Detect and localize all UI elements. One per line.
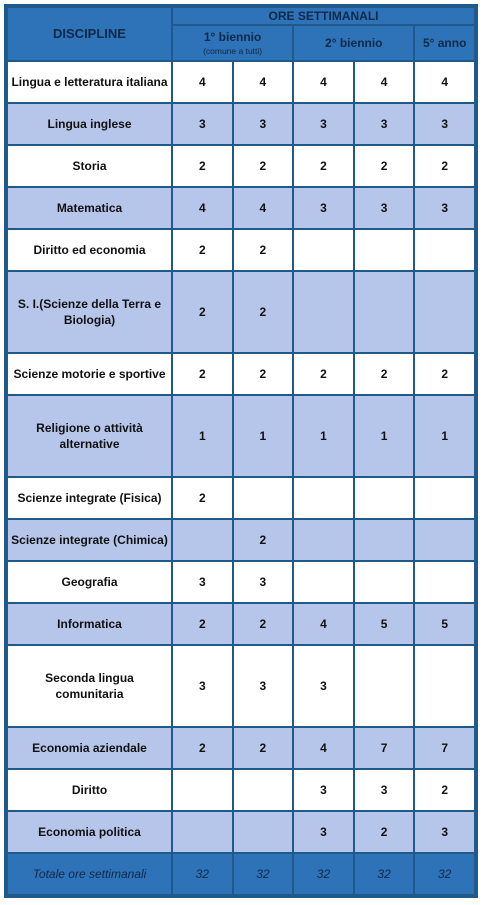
- hours-cell: 4: [294, 604, 353, 644]
- table-row: [8, 230, 474, 270]
- hours-cell: 2: [234, 272, 293, 352]
- header-anno-5: 5° anno: [415, 26, 474, 60]
- hours-cell: 3: [234, 562, 293, 602]
- discipline-name: Scienze motorie e sportive: [8, 354, 171, 394]
- discipline-name: S. I.(Scienze della Terra e Biologia): [8, 272, 171, 352]
- hours-cell: [294, 272, 353, 352]
- discipline-name: Lingua e letteratura italiana: [8, 62, 171, 102]
- hours-cell: 4: [173, 62, 232, 102]
- hours-cell: 3: [234, 646, 293, 726]
- hours-cell: 4: [415, 62, 474, 102]
- hours-cell: 2: [173, 272, 232, 352]
- hours-cell: 2: [234, 520, 293, 560]
- header-discipline: DISCIPLINE: [8, 8, 171, 60]
- hours-cell: [355, 520, 414, 560]
- hours-cell: [234, 812, 293, 852]
- hours-cell: 3: [294, 770, 353, 810]
- hours-cell: [294, 520, 353, 560]
- hours-cell: 4: [234, 188, 293, 228]
- discipline-name: Diritto: [8, 770, 171, 810]
- hours-cell: 1: [294, 396, 353, 476]
- hours-cell: 3: [173, 104, 232, 144]
- hours-cell: 3: [294, 104, 353, 144]
- hours-cell: 2: [415, 146, 474, 186]
- hours-cell: 3: [415, 188, 474, 228]
- biennio-1-note: (comune a tutti): [203, 46, 263, 56]
- table-row: [8, 520, 474, 560]
- table-row: [8, 562, 474, 602]
- total-cell: 32: [173, 854, 232, 894]
- hours-cell: 2: [355, 354, 414, 394]
- hours-cell: 2: [234, 604, 293, 644]
- hours-cell: 2: [234, 146, 293, 186]
- table-row: [8, 812, 474, 852]
- hours-cell: 2: [173, 728, 232, 768]
- hours-cell: 2: [173, 146, 232, 186]
- total-label: Totale ore settimanali: [8, 854, 171, 894]
- discipline-name: Storia: [8, 146, 171, 186]
- table-body: [8, 62, 474, 894]
- hours-cell: [415, 520, 474, 560]
- header-ore-settimanali: ORE SETTIMANALI: [173, 8, 474, 24]
- discipline-name: Informatica: [8, 604, 171, 644]
- hours-cell: 3: [415, 812, 474, 852]
- hours-cell: [415, 478, 474, 518]
- table-row: [8, 604, 474, 644]
- hours-cell: 2: [415, 770, 474, 810]
- hours-cell: 4: [294, 728, 353, 768]
- hours-cell: [173, 812, 232, 852]
- hours-cell: 2: [173, 478, 232, 518]
- discipline-name: Diritto ed economia: [8, 230, 171, 270]
- table-row: [8, 770, 474, 810]
- hours-cell: 7: [355, 728, 414, 768]
- hours-cell: [173, 770, 232, 810]
- hours-cell: [415, 272, 474, 352]
- hours-cell: 3: [355, 770, 414, 810]
- table-row: [8, 728, 474, 768]
- hours-cell: 3: [355, 104, 414, 144]
- discipline-name: Religione o attività alternative: [8, 396, 171, 476]
- hours-cell: 2: [355, 146, 414, 186]
- discipline-name: Seconda lingua comunitaria: [8, 646, 171, 726]
- hours-cell: [294, 478, 353, 518]
- table-row: [8, 62, 474, 102]
- biennio-1-label: 1° biennio: [203, 30, 262, 44]
- hours-cell: [355, 478, 414, 518]
- header-biennio-2: 2° biennio: [294, 26, 413, 60]
- total-cell: 32: [294, 854, 353, 894]
- hours-cell: 2: [415, 354, 474, 394]
- hours-cell: 2: [294, 354, 353, 394]
- hours-cell: 2: [234, 728, 293, 768]
- hours-cell: [294, 562, 353, 602]
- hours-cell: [234, 478, 293, 518]
- hours-cell: [415, 562, 474, 602]
- hours-cell: 7: [415, 728, 474, 768]
- hours-cell: [355, 230, 414, 270]
- discipline-name: Economia politica: [8, 812, 171, 852]
- hours-cell: [234, 770, 293, 810]
- hours-cell: 2: [234, 230, 293, 270]
- hours-cell: 4: [234, 62, 293, 102]
- total-cell: 32: [234, 854, 293, 894]
- total-row: [8, 854, 474, 894]
- hours-cell: 3: [355, 188, 414, 228]
- hours-cell: 4: [355, 62, 414, 102]
- discipline-name: Geografia: [8, 562, 171, 602]
- hours-cell: 4: [294, 62, 353, 102]
- hours-cell: 3: [173, 562, 232, 602]
- hours-cell: 2: [355, 812, 414, 852]
- table-row: [8, 272, 474, 352]
- hours-cell: 1: [415, 396, 474, 476]
- hours-cell: 3: [294, 188, 353, 228]
- header-biennio-1: [173, 26, 292, 60]
- total-cell: 32: [415, 854, 474, 894]
- hours-cell: [294, 230, 353, 270]
- hours-cell: 1: [355, 396, 414, 476]
- hours-cell: [415, 230, 474, 270]
- hours-cell: 2: [294, 146, 353, 186]
- discipline-name: Scienze integrate (Fisica): [8, 478, 171, 518]
- hours-cell: 3: [234, 104, 293, 144]
- discipline-name: Economia aziendale: [8, 728, 171, 768]
- hours-cell: [355, 646, 414, 726]
- table-row: [8, 396, 474, 476]
- table-row: [8, 146, 474, 186]
- discipline-name: Scienze integrate (Chimica): [8, 520, 171, 560]
- hours-cell: 3: [415, 104, 474, 144]
- hours-cell: 2: [173, 354, 232, 394]
- hours-table: [6, 6, 476, 896]
- hours-cell: 1: [173, 396, 232, 476]
- discipline-name: Matematica: [8, 188, 171, 228]
- table-row: [8, 104, 474, 144]
- hours-cell: 4: [173, 188, 232, 228]
- hours-cell: 2: [173, 604, 232, 644]
- hours-cell: 2: [173, 230, 232, 270]
- table-row: [8, 188, 474, 228]
- table-row: [8, 478, 474, 518]
- table-row: [8, 646, 474, 726]
- hours-cell: [355, 272, 414, 352]
- table-row: [8, 354, 474, 394]
- hours-cell: 3: [173, 646, 232, 726]
- total-cell: 32: [355, 854, 414, 894]
- hours-cell: 3: [294, 812, 353, 852]
- hours-cell: 5: [355, 604, 414, 644]
- hours-cell: [173, 520, 232, 560]
- schedule-frame: [4, 4, 478, 898]
- hours-cell: 2: [234, 354, 293, 394]
- discipline-name: Lingua inglese: [8, 104, 171, 144]
- hours-cell: [355, 562, 414, 602]
- hours-cell: 5: [415, 604, 474, 644]
- hours-cell: [415, 646, 474, 726]
- hours-cell: 3: [294, 646, 353, 726]
- hours-cell: 1: [234, 396, 293, 476]
